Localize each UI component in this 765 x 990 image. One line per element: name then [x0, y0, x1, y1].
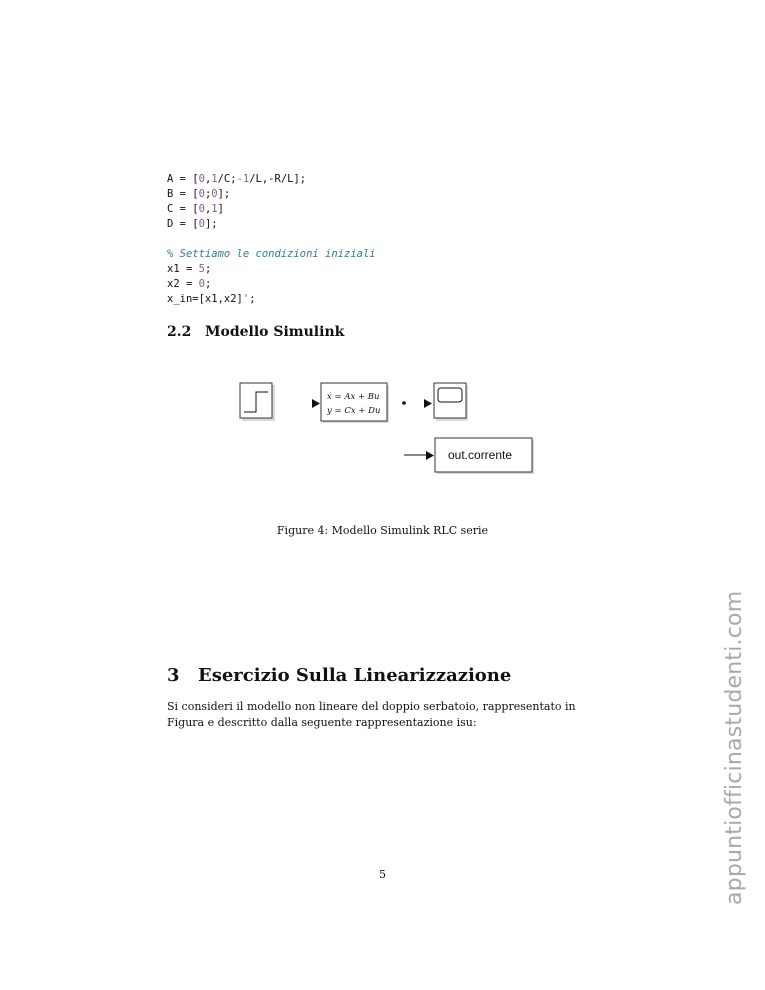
branch-point — [402, 401, 406, 405]
arrow-into-state-space — [312, 399, 320, 408]
code-line-a: A = [0,1/C;-1/L,-R/L]; — [167, 173, 307, 185]
to-workspace-block — [435, 438, 534, 474]
code-line-d: D = [0]; — [167, 218, 218, 230]
state-equation: ẋ = Ax + Bu — [327, 392, 380, 402]
section-heading — [167, 665, 511, 686]
code-line-c: C = [0,1] — [167, 203, 224, 215]
arrow-into-scope — [424, 399, 432, 408]
subsection-title: Modello Simulink — [205, 324, 345, 340]
section-number: 3 — [167, 665, 180, 686]
output-equation: y = Cx + Du — [327, 406, 381, 416]
state-space-block — [321, 383, 389, 423]
step-block — [240, 383, 275, 421]
scope-icon — [438, 388, 462, 402]
code-line-x-in: x_in=[x1,x2]'; — [167, 293, 256, 305]
code-line-x2: x2 = 0; — [167, 278, 212, 290]
figure-caption: Figure 4: Modello Simulink RLC serie — [276, 524, 489, 537]
body-paragraph: Si consideri il modello non lineare del doppio serbatoio, rappresentato in Figura e descritto dalla seguente rappresentazione isu: — [167, 700, 576, 729]
section-title: Esercizio Sulla Linearizzazione — [198, 665, 512, 686]
code-line-b: B = [0;0]; — [167, 188, 231, 200]
workspace-variable-label: out.corrente — [448, 448, 513, 462]
page-number: 5 — [379, 868, 386, 881]
watermark: appuntiofficinastudenti.com — [722, 590, 747, 905]
code-line-x1: x1 = 5; — [167, 263, 212, 275]
arrow-into-workspace — [426, 451, 434, 460]
subsection-number: 2.2 — [167, 324, 192, 340]
scope-block — [434, 383, 468, 421]
code-comment: % Settiamo le condizioni iniziali — [167, 248, 376, 260]
